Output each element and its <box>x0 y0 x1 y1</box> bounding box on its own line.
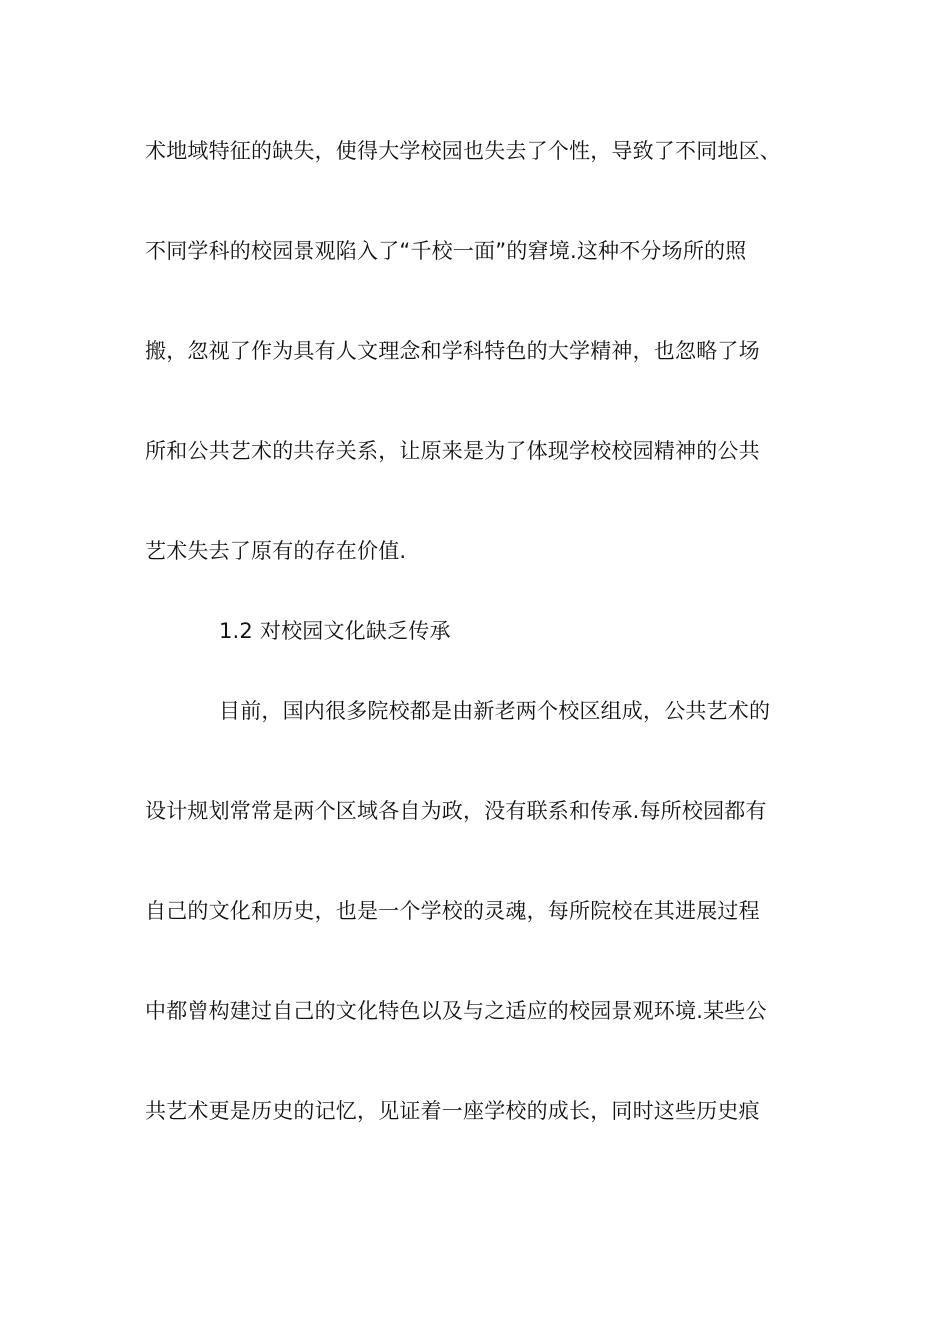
paragraph-line: 不同学科的校园景观陷入了“千校一面”的窘境.这种不分场所的照 <box>145 239 747 263</box>
paragraph-line: 目前，国内很多院校都是由新老两个校区组成，公共艺术的 <box>219 699 771 723</box>
section-heading: 1.2 对校园文化缺乏传承 <box>219 619 451 643</box>
paragraph-line: 自己的文化和历史，也是一个学校的灵魂，每所院校在其进展过程 <box>145 899 760 923</box>
paragraph-line: 所和公共艺术的共存关系，让原来是为了体现学校校园精神的公共 <box>145 439 760 463</box>
paragraph-line: 术地域特征的缺失，使得大学校园也失去了个性，导致了不同地区、 <box>145 139 781 163</box>
paragraph-line: 中都曾构建过自己的文化特色以及与之适应的校园景观环境.某些公 <box>145 999 767 1023</box>
paragraph-line: 共艺术更是历史的记忆，见证着一座学校的成长，同时这些历史痕 <box>145 1099 760 1123</box>
paragraph-line: 搬，忽视了作为具有人文理念和学科特色的大学精神，也忽略了场 <box>145 339 760 363</box>
paragraph-line: 设计规划常常是两个区域各自为政，没有联系和传承.每所校园都有 <box>145 799 767 823</box>
paragraph-line: 艺术失去了原有的存在价值. <box>145 539 407 563</box>
